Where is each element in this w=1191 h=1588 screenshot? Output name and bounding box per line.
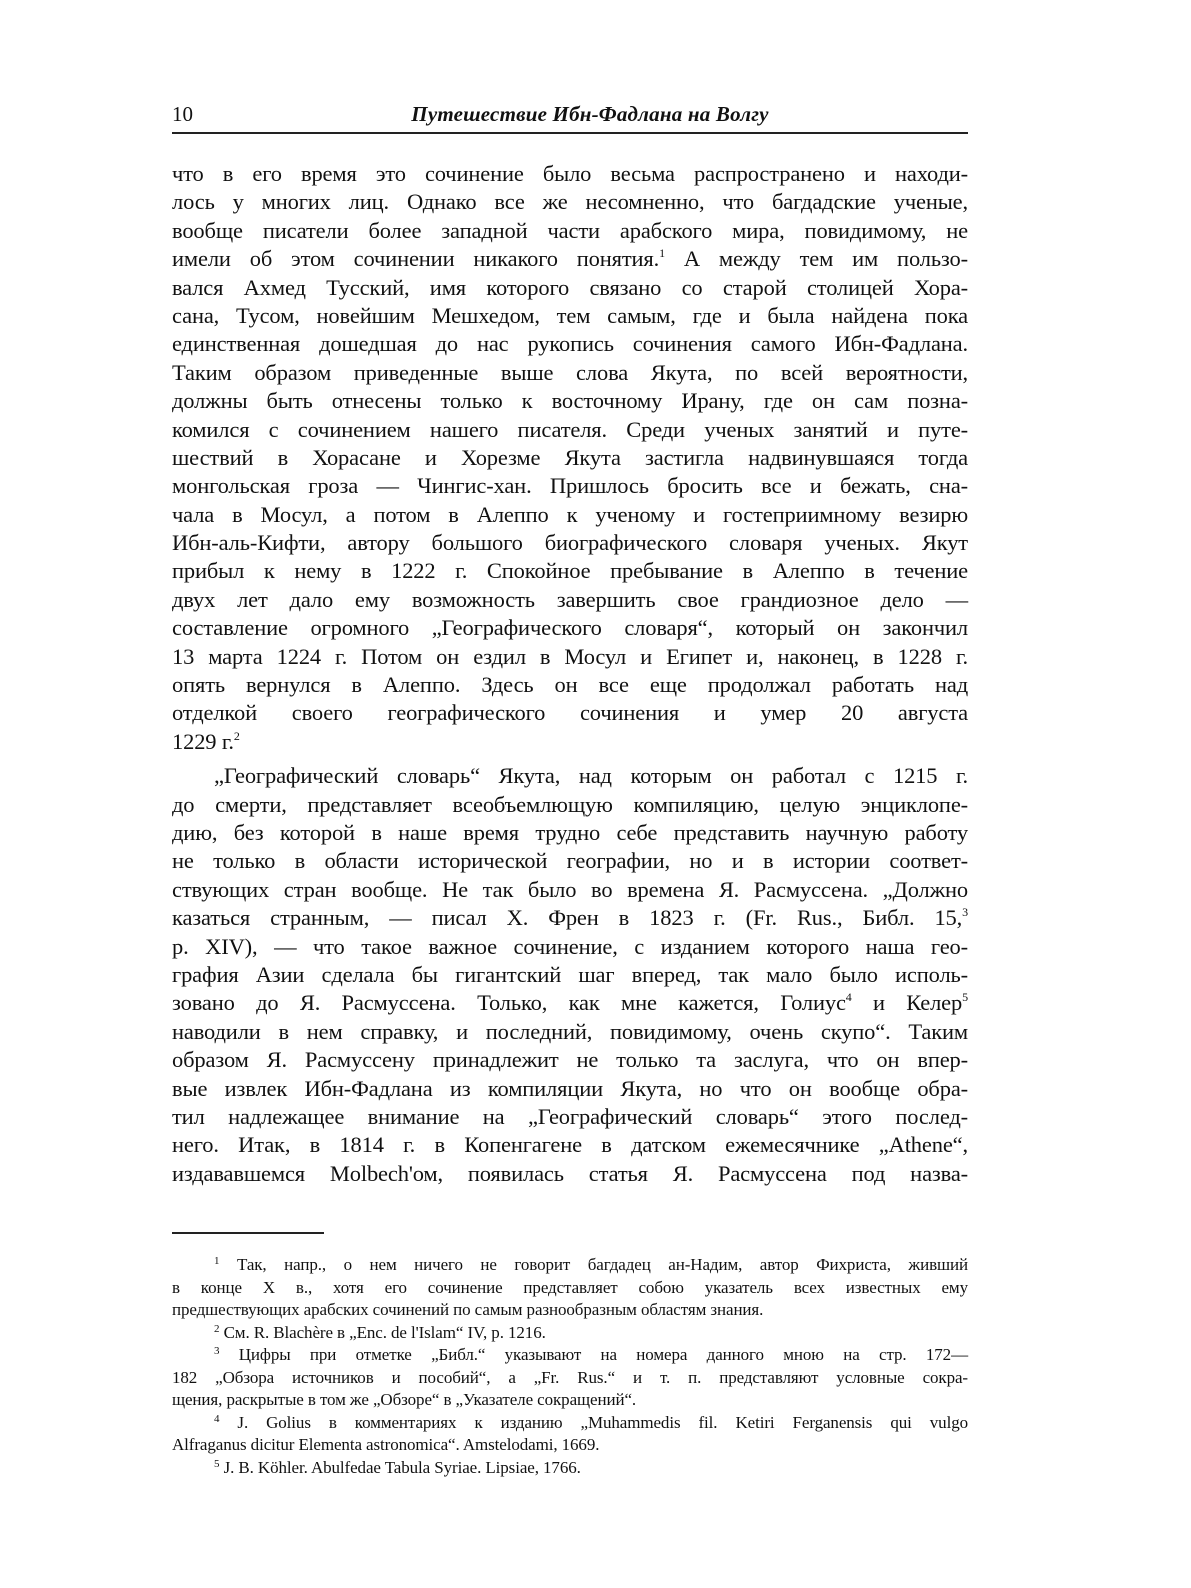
text-line: должны быть отнесены только к восточному Ирану, где он сам позна- xyxy=(172,388,968,414)
text-line: Таким образом приведенные выше слова Якута, по всей вероятности, xyxy=(172,359,968,385)
text-segment: казаться странным, — писал Х. Френ в 1823 г. (Fr. Rus., Библ. 15, xyxy=(172,905,963,931)
page-header xyxy=(172,100,968,134)
footnote-line: Alfraganus dicitur Elementa astronomica“. Amstelodami, 1669. xyxy=(172,1435,600,1455)
text-line: до смерти, представляет всеобъемлющую компиляцию, целую энциклопе- xyxy=(172,791,968,817)
footnote-marker: 4 xyxy=(214,1412,220,1425)
text-line xyxy=(172,989,968,1017)
footnote-marker: 2 xyxy=(214,1322,220,1335)
text-segment: А между тем им пользо- xyxy=(664,246,968,272)
text-line: р. XIV), — что такое важное сочинение, с изданием которого наша гео- xyxy=(172,933,968,959)
text-segment: Так, напр., о нем ничего не говорит багдадец ан-Надим, автор Фихриста, живший xyxy=(236,1255,968,1275)
text-line: шествий в Хорасане и Хорезме Якута застигла надвинувшаяся тогда xyxy=(172,444,968,470)
footnote-ref[interactable]: 1 xyxy=(659,246,665,261)
text-line: опять вернулся в Алеппо. Здесь он все еще продолжал работать над xyxy=(172,672,968,698)
text-segment: J. B. Köhler. Abulfedae Tabula Syriae. Lipsiae, 1766. xyxy=(223,1457,581,1477)
text-line: единственная дошедшая до нас рукопись сочинения самого Ибн-Фадлана. xyxy=(172,331,968,357)
text-line: „Географический словарь“ Якута, над которым он работал с 1215 г. xyxy=(214,763,968,789)
page-number: 10 xyxy=(172,102,193,126)
footnote-marker: 1 xyxy=(214,1255,220,1268)
footnote-ref[interactable]: 3 xyxy=(962,905,968,920)
footnote-line xyxy=(172,1322,968,1345)
book-page xyxy=(172,100,968,1479)
text-line: что в его время это сочинение было весьма распространено и находи- xyxy=(172,161,968,186)
footnote-line xyxy=(172,1412,968,1435)
text-segment: и Келер xyxy=(851,990,963,1016)
text-line xyxy=(172,728,968,756)
text-line: отделкой своего географического сочинения и умер 20 августа xyxy=(172,700,968,726)
text-line xyxy=(172,245,968,273)
text-line: сана, Тусом, новейшим Мешхедом, тем самым, где и была найдена пока xyxy=(172,302,968,328)
main-text xyxy=(172,160,968,1188)
text-line: графия Азии сделала бы гигантский шаг вперед, так мало было исполь- xyxy=(172,961,968,987)
text-line: лось у многих лиц. Однако все же несомненно, что багдадские ученые, xyxy=(172,189,968,215)
text-segment: J. Golius в комментариях к изданию „Muhammedis fil. Ketiri Ferganensis qui vulgo xyxy=(237,1412,968,1432)
footnote-4 xyxy=(172,1412,968,1457)
text-line: составление огромного „Географического словаря“, который он закончил xyxy=(172,615,968,641)
text-line: образом Я. Расмуссену принадлежит не только та заслуга, что он впер- xyxy=(172,1047,968,1073)
footnote-divider xyxy=(172,1232,324,1234)
text-line: чала в Мосул, а потом в Алеппо к ученому и гостеприимному везирю xyxy=(172,501,968,527)
footnote-2 xyxy=(172,1322,968,1345)
footnotes xyxy=(172,1254,968,1479)
text-line: вообще писатели более западной части арабского мира, повидимому, не xyxy=(172,217,968,243)
footnote-3 xyxy=(172,1344,968,1412)
text-segment: Цифры при отметке „Библ.“ указывают на номера данного мною на стр. 172— xyxy=(238,1345,968,1365)
text-segment: имели об этом сочинении никакого понятия. xyxy=(172,246,660,272)
footnote-line xyxy=(172,1254,968,1277)
footnote-line: в конце X в., хотя его сочинение представляет собою указатель всех известных ему xyxy=(172,1277,968,1297)
running-title: Путешествие Ибн-Фадлана на Волгу xyxy=(411,102,769,126)
footnote-ref[interactable]: 2 xyxy=(233,728,240,743)
text-line: не только в области исторической географии, но и в истории соответ- xyxy=(172,848,968,874)
footnote-line xyxy=(172,1344,968,1367)
footnote-line: предшествующих арабских сочинений по самым разнообразным областям знания. xyxy=(172,1300,764,1320)
footnote-line: щения, раскрытые в том же „Обзоре“ в „Указателе сокращений“. xyxy=(172,1390,637,1410)
text-segment: См. R. Blachère в „Enc. de l'Islam“ IV, p. 1216. xyxy=(223,1322,546,1342)
text-line: него. Итак, в 1814 г. в Копенгагене в датском ежемесячнике „Athene“, xyxy=(172,1132,968,1158)
text-segment: 1229 г. xyxy=(172,728,234,754)
text-line: дию, без которой в наше время трудно себе представить научную работу xyxy=(172,819,968,845)
text-line: двух лет дало ему возможность завершить свое грандиозное дело — xyxy=(172,586,968,612)
text-line: вые извлек Ибн-Фадлана из компиляции Якута, но что он вообще обра- xyxy=(172,1075,968,1101)
paragraph-2 xyxy=(172,762,968,1188)
footnote-5 xyxy=(172,1457,968,1480)
text-line: наводили в нем справку, и последний, повидимому, очень скупо“. Таким xyxy=(172,1018,968,1044)
footnote-line xyxy=(172,1457,968,1480)
text-segment: зовано до Я. Расмуссена. Только, как мне кажется, Голиус xyxy=(172,990,846,1016)
paragraph-1 xyxy=(172,160,968,756)
text-line: 13 марта 1224 г. Потом он ездил в Мосул и Египет и, наконец, в 1228 г. xyxy=(172,643,968,669)
text-line: издававшемся Molbech'ом, появилась статья Я. Расмуссена под назва- xyxy=(172,1160,968,1186)
text-line: прибыл к нему в 1222 г. Спокойное пребывание в Алеппо в течение xyxy=(172,558,968,584)
footnote-marker: 5 xyxy=(214,1457,220,1470)
text-line: монгольская гроза — Чингис-хан. Пришлось бросить все и бежать, сна- xyxy=(172,473,968,499)
text-line: тил надлежащее внимание на „Географический словарь“ этого послед- xyxy=(172,1103,968,1129)
footnote-line: 182 „Обзора источников и пособий“, а „Fr. Rus.“ и т. п. представляют условные сокра- xyxy=(172,1367,968,1387)
text-line xyxy=(172,904,968,932)
text-line: комился с сочинением нашего писателя. Среди ученых занятий и путе- xyxy=(172,416,968,442)
text-line: вался Ахмед Тусский, имя которого связано со старой столицей Хора- xyxy=(172,274,968,300)
footnote-ref[interactable]: 4 xyxy=(845,990,852,1005)
footnote-marker: 3 xyxy=(214,1345,220,1358)
footnote-1 xyxy=(172,1254,968,1322)
text-line: Ибн-аль-Кифти, автору большого биографического словаря ученых. Якут xyxy=(172,530,968,556)
text-line: ствующих стран вообще. Не так было во времена Я. Расмуссена. „Должно xyxy=(172,876,968,902)
footnote-ref[interactable]: 5 xyxy=(962,990,968,1005)
